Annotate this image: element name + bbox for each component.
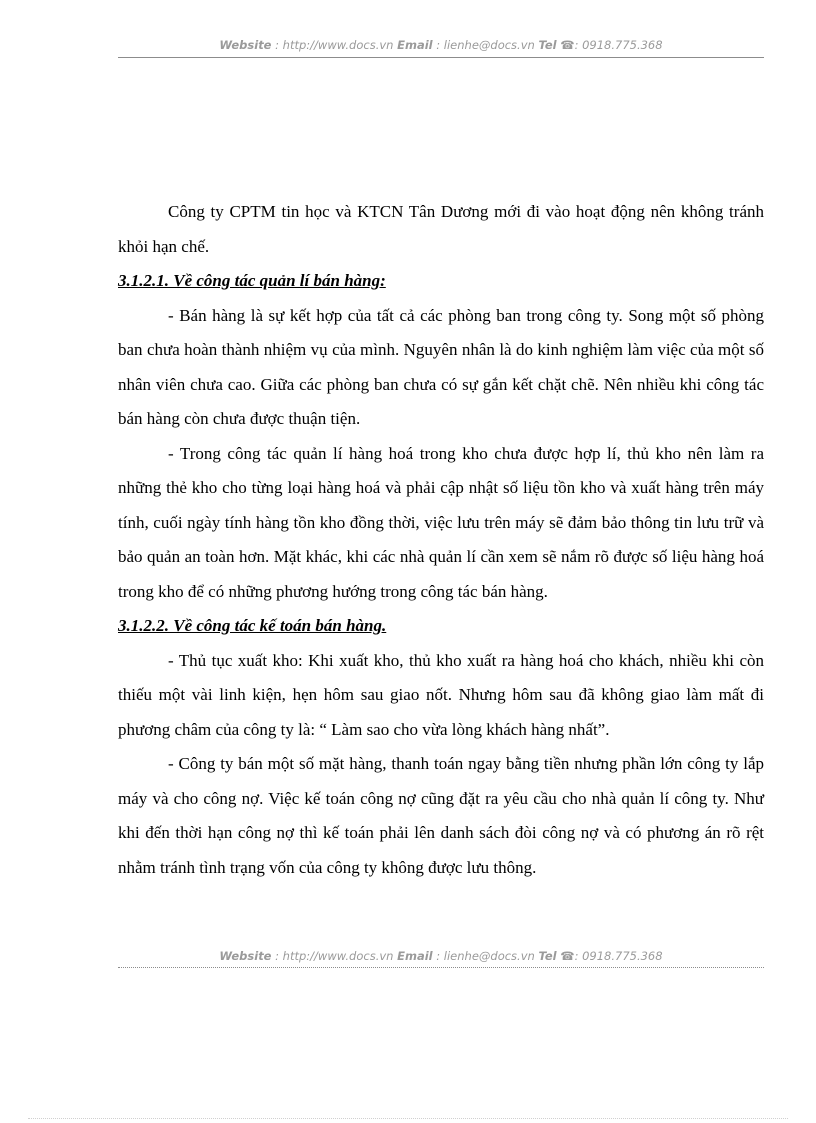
footer-email-value: : lienhe@docs.vn xyxy=(436,949,535,963)
header-email-value: : lienhe@docs.vn xyxy=(436,38,535,52)
page-bottom-divider xyxy=(28,1118,788,1119)
header-website-value: : http://www.docs.vn xyxy=(275,38,394,52)
paragraph: - Bán hàng là sự kết hợp của tất cả các phòng ban trong công ty. Song một số phòng ban chưa hoàn thành nhiệm vụ của mình. Nguyên nhân là do kinh nghiệm làm việc của một số nhân viên chưa cao. Giữa các phòng ban chưa có sự gắn kết chặt chẽ. Nên nhiều khi công tác bán hàng còn chưa được thuận tiện. xyxy=(118,305,764,428)
telephone-icon: ☎ xyxy=(560,38,575,52)
header-tel-value: : 0918.775.368 xyxy=(574,38,663,52)
paragraph: - Trong công tác quản lí hàng hoá trong kho chưa được hợp lí, thủ kho nên làm ra những thẻ kho cho từng loại hàng hoá và phải cập nhật số liệu tồn kho và xuất hàng trên máy tính, cuối ngày tính hàng tồn kho đồng thời, việc lưu trên máy sẽ đảm bảo thông tin lưu trữ và bảo quản an toàn hơn. Mặt khác, khi các nhà quản lí cần xem sẽ nắm rõ được số liệu hàng hoá trong kho để có những phương hướng trong công tác bán hàng. xyxy=(118,443,764,601)
header-website-label: Website xyxy=(219,38,272,52)
page-footer xyxy=(118,949,764,963)
section-heading-sales-accounting: 3.1.2.2. Về công tác kế toán bán hàng. xyxy=(118,616,387,635)
footer-tel-label: Tel xyxy=(538,949,557,963)
footer-email-label: Email xyxy=(397,949,433,963)
paragraph: - Công ty bán một số mặt hàng, thanh toán ngay bằng tiền nhưng phần lớn công ty lắp máy và cho công nợ. Việc kế toán công nợ cũng đặt ra yêu cầu cho nhà quản lí công ty. Như khi đến thời hạn công nợ thì kế toán phải lên danh sách đòi công nợ và có phương án rõ rệt nhằm tránh tình trạng vốn của công ty không được lưu thông. xyxy=(118,754,764,877)
footer-divider xyxy=(118,967,764,968)
intro-paragraph: Công ty CPTM tin học và KTCN Tân Dương mới đi vào hoạt động nên không tránh khỏi hạn chế. xyxy=(118,202,764,256)
header-tel-label: Tel xyxy=(538,38,557,52)
document-body xyxy=(118,195,764,885)
header-divider xyxy=(118,57,764,58)
footer-website-label: Website xyxy=(219,949,272,963)
footer-tel-value: : 0918.775.368 xyxy=(574,949,663,963)
header-email-label: Email xyxy=(397,38,433,52)
footer-website-value: : http://www.docs.vn xyxy=(275,949,394,963)
paragraph: - Thủ tục xuất kho: Khi xuất kho, thủ kho xuất ra hàng hoá cho khách, nhiều khi còn thiếu một vài linh kiện, hẹn hôm sau giao nốt. Nhưng hôm sau đã không giao làm mất đi phương châm của công ty là: “ Làm sao cho vừa lòng khách hàng nhất”. xyxy=(118,650,764,739)
section-heading-sales-management: 3.1.2.1. Về công tác quản lí bán hàng: xyxy=(118,271,386,290)
page-header xyxy=(118,38,764,52)
telephone-icon: ☎ xyxy=(560,949,575,963)
